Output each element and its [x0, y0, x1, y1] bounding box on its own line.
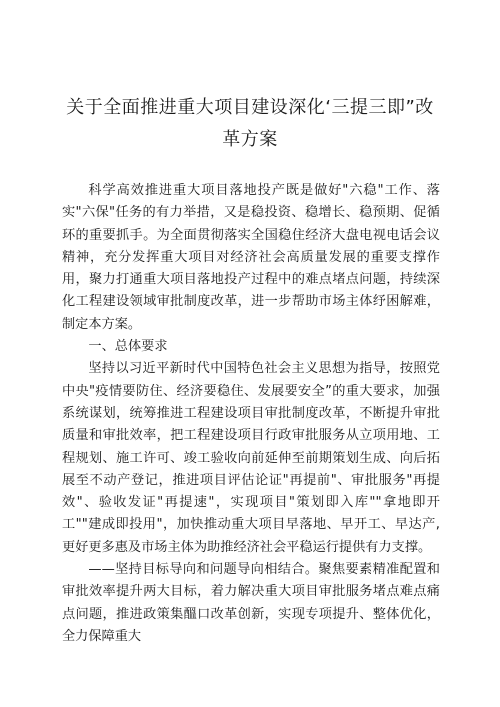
document-title: 关于全面推进重大项目建设深化‘三提三即”改革方案 — [66, 97, 434, 150]
principle-paragraph: ——坚持目标导向和问题导向相结合。聚焦要素精准配置和审批效率提升两大目标，着力解决重大项目审批服务堵点难点痛点问题，推进政策集醞口改革创新，实现专项提升、整体优化，全力保障重大 — [62, 562, 440, 644]
document-body — [62, 180, 440, 648]
intro-paragraph: 科学高效推进重大项目落地投产既是做好"六稳"工作、落实"六保"任务的有力举措，又是稳投资、稳增长、稳预期、促循环的重要抓手。为全面贯彻落实全国稳住经济大盘电视电话会议精神，充分发挥重大项目对经济社会高质量发展的重要支撑作用，聚力打通重大项目落地投产过程中的难点堵点问题，持续深化工程建设领域审批制度改革，进一步帮助市场主体纾困解难，制定本方案。 — [62, 183, 440, 332]
section-heading-general-requirements: 一、总体要求 — [88, 339, 168, 355]
general-requirements-paragraph: 坚持以习近平新时代中国特色社会主义思想为指导，按照党中央"疫情要防住、经济要稳住、发展要安全”的重大要求，加强系统谋划，统筹推进工程建设项目审批制度改革，不断提升审批质量和审批效率，把工程建设项目行政审批服务从立项用地、工程规划、施工许可、竣工验收向前延伸至前期策划生成、向后拓展至不动产登记，推进项目评估论证"再提前"、审批服务"再提效"、验收发证"再提速"，实现项目"策划即入库""拿地即开工""建成即投用"，加快推动重大项目早落地、早开工、早达产,更好更多惠及市场主体为助推经济社会平稳运行提供有力支撑。 — [62, 361, 440, 555]
